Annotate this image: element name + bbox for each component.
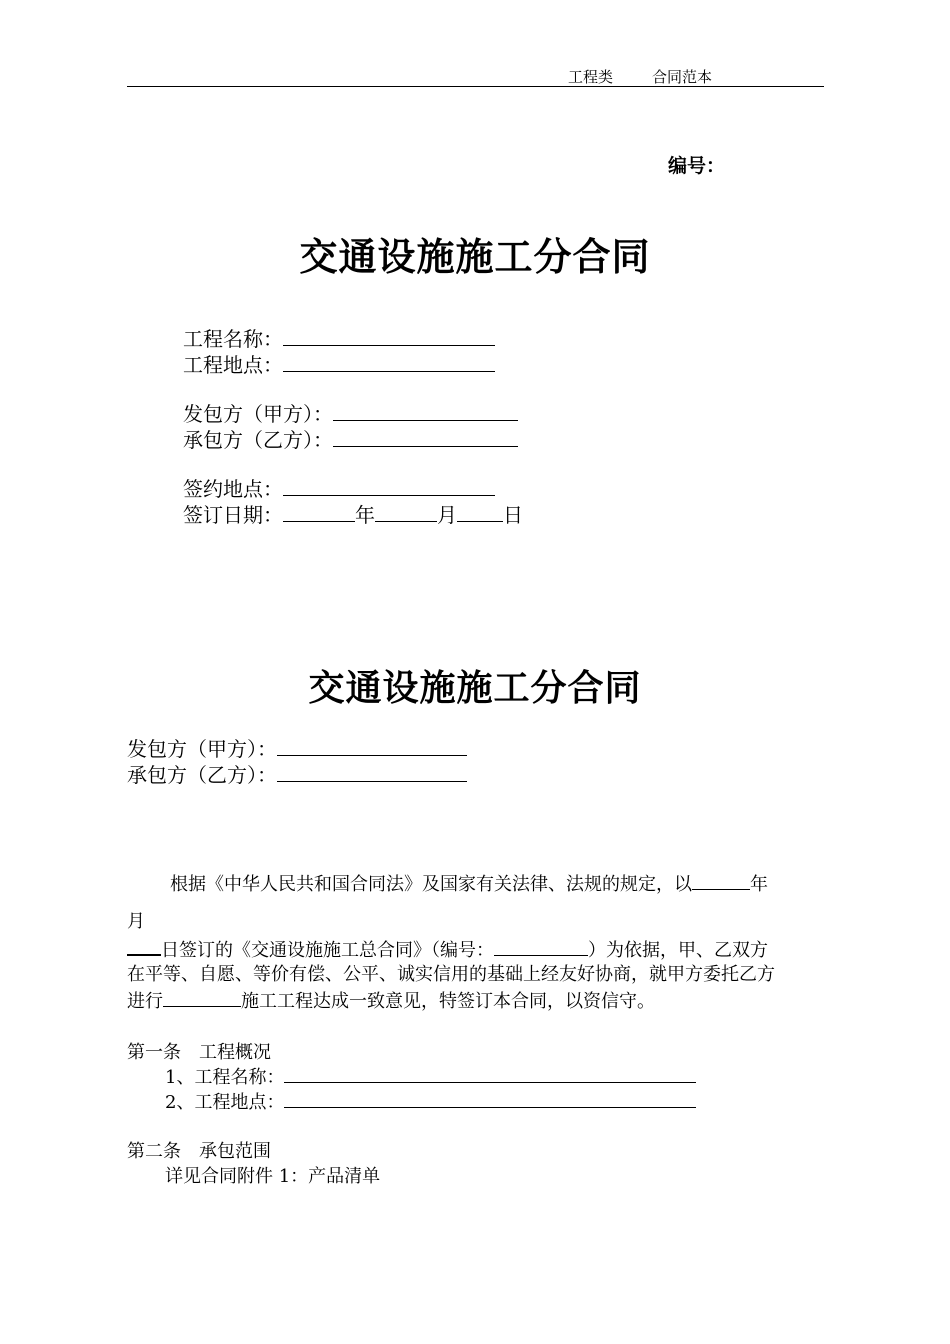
- party-b-blank[interactable]: [333, 428, 518, 447]
- preamble-line-5: [127, 988, 655, 1015]
- preamble-line-1: [170, 871, 768, 898]
- article-1-heading: 第一条 工程概况: [127, 1042, 271, 1063]
- header-type: 合同范本: [652, 68, 713, 86]
- project-location-label: 工程地点：: [183, 353, 283, 377]
- header-category: 工程类: [568, 68, 614, 86]
- sign-month-blank[interactable]: [375, 503, 437, 522]
- preamble-line-2: 月: [127, 911, 145, 932]
- project-name-blank[interactable]: [283, 327, 495, 346]
- preamble-project-blank[interactable]: [163, 988, 241, 1007]
- project-location-blank[interactable]: [283, 353, 495, 372]
- contract-party-b-label: 承包方（乙方）：: [127, 763, 277, 787]
- article-1-item-1-label: 1、工程名称：: [165, 1067, 285, 1088]
- sign-place-label: 签约地点：: [183, 477, 283, 501]
- contract-party-a: [127, 733, 467, 762]
- project-name-label: 工程名称：: [183, 327, 283, 351]
- cover-sign-place: [183, 473, 495, 502]
- article-2-text: 详见合同附件 1：产品清单: [165, 1166, 381, 1187]
- year-label: 年: [355, 503, 375, 527]
- cover-title: 交通设施施工分合同: [299, 234, 651, 279]
- cover-party-a: [183, 398, 518, 427]
- sign-date-label: 签订日期：: [183, 503, 283, 527]
- header-divider: [127, 86, 824, 87]
- preamble-line-3: [127, 936, 768, 964]
- party-a-label: 发包方（甲方）：: [183, 402, 333, 426]
- article-2-heading: 第二条 承包范围: [127, 1141, 271, 1162]
- preamble-text-5b: 施工工程达成一致意见，特签订本合同，以资信守。: [241, 991, 655, 1012]
- party-a-blank[interactable]: [333, 402, 518, 421]
- preamble-year-label: 年: [750, 874, 768, 895]
- contract-party-a-label: 发包方（甲方）：: [127, 737, 277, 761]
- cover-project-name: [183, 323, 495, 352]
- article-1-project-name-blank[interactable]: [284, 1064, 696, 1083]
- preamble-line-4: 在平等、自愿、等价有偿、公平、诚实信用的基础上经友好协商，就甲方委托乙方: [127, 964, 775, 985]
- preamble-day-blank[interactable]: [127, 936, 161, 956]
- contract-party-a-blank[interactable]: [277, 737, 467, 756]
- contract-party-b: [127, 759, 467, 788]
- cover-sign-date: [183, 499, 523, 528]
- sign-place-blank[interactable]: [283, 477, 495, 496]
- cover-party-b: [183, 424, 518, 453]
- sign-day-blank[interactable]: [457, 503, 503, 522]
- contract-title: 交通设施施工分合同: [308, 667, 642, 709]
- preamble-text-1: 根据《中华人民共和国合同法》及国家有关法律、法规的规定，以: [170, 874, 692, 895]
- article-1-project-location-blank[interactable]: [284, 1089, 696, 1108]
- preamble-text-5a: 进行: [127, 991, 163, 1012]
- sign-year-blank[interactable]: [283, 503, 355, 522]
- party-b-label: 承包方（乙方）：: [183, 428, 333, 452]
- contract-number-label: 编号：: [668, 155, 726, 177]
- preamble-year-blank[interactable]: [692, 871, 750, 890]
- day-label: 日: [503, 503, 523, 527]
- preamble-text-3b: ）为依据，甲、乙双方: [588, 940, 768, 961]
- month-label: 月: [437, 503, 457, 527]
- preamble-number-blank[interactable]: [494, 937, 588, 956]
- article-1-item-2: [165, 1088, 696, 1114]
- article-1-item-2-label: 2、工程地点：: [165, 1092, 285, 1113]
- article-1-item-1: [165, 1063, 696, 1089]
- contract-party-b-blank[interactable]: [277, 763, 467, 782]
- cover-project-location: [183, 349, 495, 378]
- preamble-text-3a: 日签订的《交通设施施工总合同》（编号：: [161, 940, 494, 961]
